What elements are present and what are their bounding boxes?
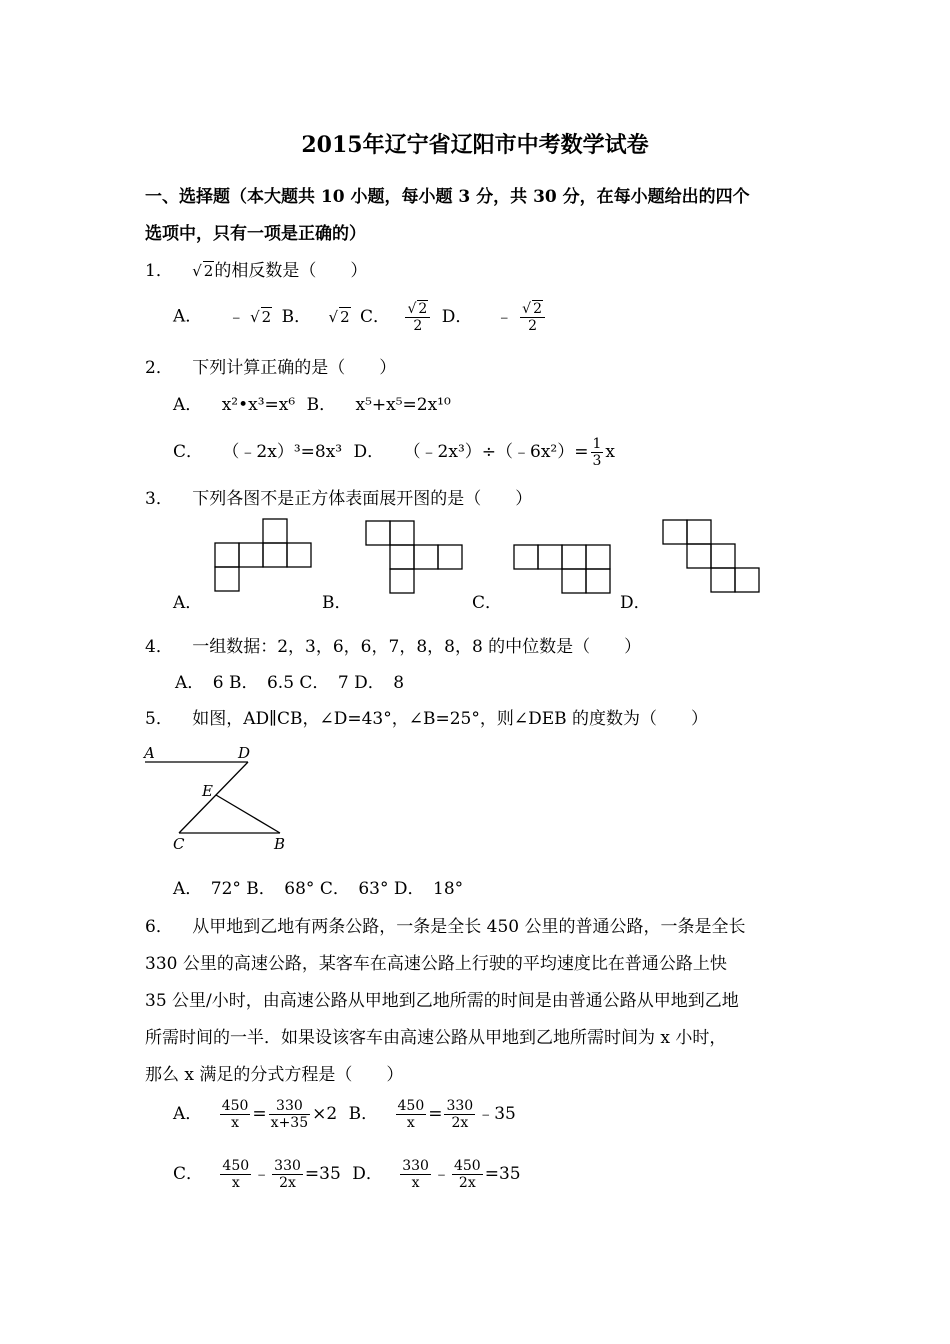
point-label-d: D: [238, 744, 251, 762]
net-a-label: A．: [173, 593, 203, 613]
option-a-sign: ﹣: [227, 306, 245, 327]
net-d-label: D．: [620, 593, 651, 613]
option-c-fraction-2: [272, 1158, 303, 1191]
option-d-numerator: 2: [533, 301, 542, 317]
question-1-options: A． ﹣ √ 2 B． √ 2 C． $\frac{√ 2}{2}$ D． ﹣ $\frac{√ 2}{2}$: [173, 300, 547, 334]
option-d-fraction-2: [452, 1158, 483, 1191]
option-b-label: B．: [306, 395, 337, 415]
question-number: 6．: [145, 917, 173, 937]
option-c-numerator: 2: [418, 301, 428, 317]
denominator: 2x: [451, 1115, 469, 1131]
minus: ﹣: [253, 1164, 271, 1184]
section-heading-line1: 一、选择题（本大题共 10 小题，每小题 3 分，共 30 分，在每小题给出的四个: [145, 187, 750, 207]
option-a-text: x²•x³=x⁶: [221, 395, 296, 415]
equals: =: [252, 1104, 267, 1124]
option-d-label: D．: [353, 442, 385, 462]
question-6-line4: 所需时间的一半．如果设该客车由高速公路从甲地到乙地所需时间为 x 小时，: [145, 1028, 727, 1048]
numerator: 330: [269, 1098, 310, 1115]
page-title: 2015年辽宁省辽阳市中考数学试卷: [301, 132, 649, 158]
option-c-label: C．: [173, 442, 204, 462]
numerator: 330: [274, 1158, 301, 1174]
option-d-tail: x: [605, 442, 616, 462]
numerator: 450: [397, 1098, 425, 1114]
option-c-label: C．: [173, 1164, 204, 1184]
numerator: 450: [453, 1158, 481, 1174]
question-6-options-row2: [173, 1158, 521, 1191]
option-a-label: A．: [173, 1104, 203, 1124]
option-c-text: （﹣2x）³=8x³: [222, 442, 343, 462]
option-c-fraction-1: [220, 1158, 251, 1191]
question-6-options-row1: [173, 1098, 516, 1131]
option-d-numerator: 1: [592, 436, 602, 452]
question-stem: 一组数据：2，3，6，6，7，8，8，8 的中位数是（ ）: [192, 637, 642, 657]
denominator: x: [231, 1175, 240, 1191]
option-d-text: （﹣2x³）÷（﹣6x²）=: [403, 442, 589, 462]
option-c-tail: =35: [304, 1164, 341, 1184]
option-b-text: x⁵+x⁵=2x¹⁰: [355, 395, 451, 415]
option-b-radicand: 2: [340, 307, 350, 326]
option-c-denominator: 2: [413, 318, 423, 334]
option-d-denominator: 3: [592, 453, 602, 469]
option-a-radicand: 2: [261, 307, 272, 326]
numerator: 330: [402, 1158, 429, 1174]
question-6-line5: 那么 x 满足的分式方程是（ ）: [145, 1065, 404, 1085]
point-label-b: B: [274, 835, 286, 853]
point-label-e: E: [202, 782, 213, 800]
question-stem: 从甲地到乙地有两条公路，一条是全长 450 公里的普通公路，一条是全长: [192, 917, 746, 937]
option-a-label: A．: [173, 395, 203, 415]
denominator: 2x: [458, 1175, 476, 1191]
numerator: 450: [221, 1098, 249, 1114]
option-d-fraction: $\frac{√ 2}{2}$: [520, 300, 545, 334]
question-number: 5．: [145, 709, 173, 729]
question-number: 4．: [145, 637, 173, 657]
numerator: 330: [446, 1098, 474, 1114]
section-heading-line2: 选项中，只有一项是正确的）: [145, 224, 366, 244]
option-b-fraction-1: [396, 1098, 427, 1131]
option-c-fraction: $\frac{√ 2}{2}$: [405, 300, 430, 334]
question-number: 1．: [145, 261, 173, 281]
denominator: x: [231, 1115, 239, 1131]
option-d-label: D．: [441, 306, 473, 327]
question-stem: 下列各图不是正方体表面展开图的是（ ）: [192, 489, 533, 509]
option-b-tail: ﹣35: [477, 1104, 516, 1124]
option-a-fraction-1: [220, 1098, 251, 1131]
sqrt-radicand: 2: [203, 262, 214, 280]
question-stem: 的相反数是（ ）: [214, 261, 368, 281]
option-d-denominator: 2: [528, 318, 538, 334]
question-number: 2．: [145, 358, 173, 378]
option-c-label: C．: [360, 306, 391, 327]
option-a-tail: ×2: [312, 1104, 338, 1124]
minus: ﹣: [432, 1164, 450, 1184]
point-label-c: C: [173, 835, 185, 853]
option-d-tail: =35: [484, 1164, 521, 1184]
denominator: x+35: [270, 1115, 309, 1131]
option-b-label: B．: [348, 1104, 379, 1124]
option-a-label: A．: [173, 306, 203, 327]
net-c-label: C．: [472, 593, 503, 613]
net-b-label: B．: [322, 593, 352, 613]
denominator: x: [411, 1175, 420, 1191]
option-a-fraction-2: [269, 1098, 310, 1131]
option-b-fraction-2: [444, 1098, 475, 1131]
question-1: 1． √ 2的相反数是（ ）: [145, 261, 368, 281]
line-eb: [216, 795, 280, 833]
option-d-fraction-1: [400, 1158, 431, 1191]
question-6-line3: 35 公里/小时，由高速公路从甲地到乙地所需的时间是由普通公路从甲地到乙地: [145, 991, 739, 1011]
numerator: 450: [222, 1158, 250, 1174]
line-dc: [179, 762, 248, 833]
option-b-label: B．: [281, 306, 312, 327]
question-stem: 如图，AD∥CB，∠D=43°，∠B=25°，则∠DEB 的度数为（ ）: [192, 709, 709, 729]
option-d-sign: ﹣: [495, 306, 513, 327]
option-d-label: D．: [352, 1164, 383, 1184]
question-4-options: A． 6 B． 6.5 C． 7 D． 8: [175, 673, 405, 693]
question-number: 3．: [145, 489, 173, 509]
question-stem: 下列计算正确的是（ ）: [192, 358, 397, 378]
point-label-a: A: [144, 744, 155, 762]
denominator: 2x: [279, 1175, 296, 1191]
equals: =: [428, 1104, 443, 1124]
denominator: x: [406, 1115, 415, 1131]
question-5-options: A． 72° B． 68° C． 63° D． 18°: [173, 879, 464, 899]
question-6-line2: 330 公里的高速公路，某客车在高速公路上行驶的平均速度比在普通公路上快: [145, 954, 727, 974]
question-6-line1: [145, 912, 746, 937]
